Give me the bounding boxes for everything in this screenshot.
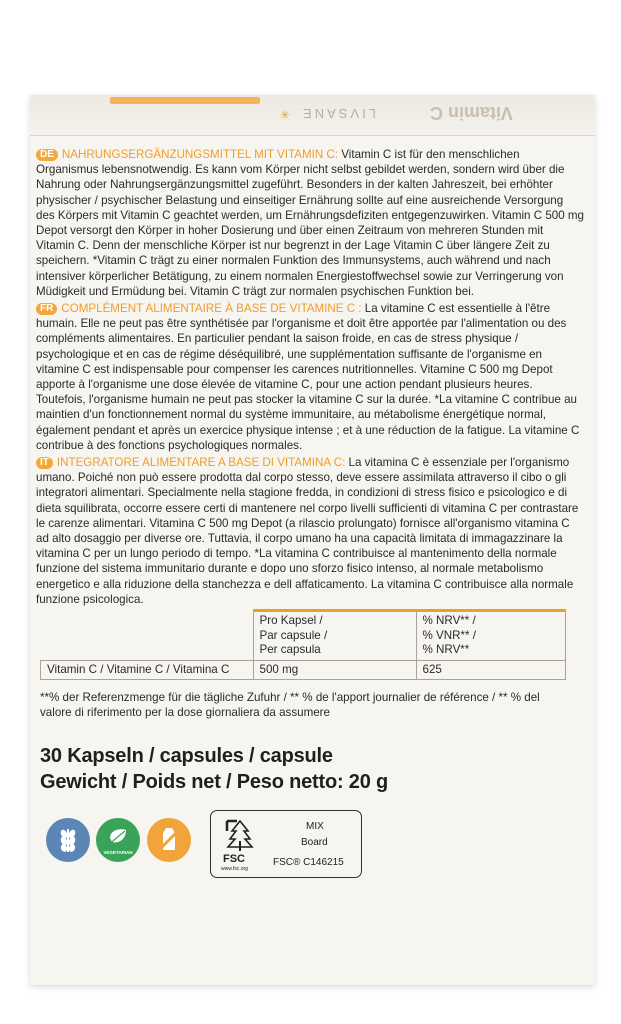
language-badge-fr: FR <box>36 303 57 315</box>
fsc-label <box>210 810 362 878</box>
fsc-logo-text: FSC <box>223 853 245 865</box>
german-paragraph <box>36 147 584 299</box>
german-heading: NAHRUNGSERGÄNZUNGSMITTEL MIT VITAMIN C: <box>61 148 339 161</box>
flap-brand: LIVSANE <box>300 106 376 121</box>
nutrient-amount: 500 mg <box>253 660 416 680</box>
header-line: Par capsule / <box>259 628 328 642</box>
flap-orange-stripe <box>110 97 260 104</box>
header-line: % VNR** / <box>422 628 476 642</box>
table-empty-cell <box>41 611 254 661</box>
language-badge-de: DE <box>36 149 58 161</box>
italian-text: La vitamina C è essenziale per l'organismo umano. Poiché non può essere prodotta dal corpo stesso, deve essere assimilata attraverso il cibo o gli integratori alimentari. Specialmente nella stagione fredda, in condizioni di stress fisico e psicologico e di dieta squilibrata, occorre essere certi di mantenere nel corpo livelli sufficienti di vitamina C per contrastare le carenze alimentari. Vitamina C 500 mg Depot (a rilascio prolungato) fornisce all'organismo vitamina C ad alto dosaggio per diverse ore. Tuttavia, il corpo umano ha una capacità limitata di immagazzinare la vitamina C per un lungo periodo di tempo. *La vitamina C contribuisce al mantenimento della normale funzione del sistema immunitario durante e dopo uno sforzo fisico intenso, al normale metabolismo energetico e alla riduzione della stanchezza e dell affaticamento. La vitamina C contribuisce alla normale funzione psicologica. <box>36 456 579 606</box>
flap-product: Vitamin C <box>430 103 513 123</box>
lactose-free-icon <box>147 818 191 862</box>
fsc-code: FSC® C146215 <box>273 857 344 868</box>
italian-heading: INTEGRATORE ALIMENTARE A BASE DI VITAMINA C: <box>56 456 346 470</box>
language-badge-it: IT <box>36 457 53 469</box>
french-paragraph <box>36 301 584 453</box>
french-text: La vitamine C est essentielle à l'être humain. Elle ne peut pas être synthétisée par l'organisme et doit être apportée par l'alimentation ou des compléments alimentaires. En particulier pendant la saison froide, en cas de stress physique / psychologique et en cas de régime déséquilibré, une supplémentation suffisante de l'organisme en vitamine C est indispensable pour compenser les carences nutritionnelles. Vitamine C 500 mg Depot apporte à l'organisme une dose élevée de vitamine C, pour une action pendant plusieurs heures. Toutefois, l'organisme humain ne peut pas stocker la vitamine C sur la durée. *La vitamine C contribue au maintien d'un fonctionnement normal du système immunitaire, au métabolisme énergétique normal, également pendant et après un exercice physique intense ; et à une réduction de la fatigue. La vitamine C contribue à des fonctions psychologiques normales. <box>36 302 580 452</box>
vegetarian-label: VEGETARIAN <box>103 850 133 855</box>
german-text: Vitamin C ist für den menschlichen Organismus lebensnotwendig. Es kann vom Körper nicht selbst gebildet werden, sondern wird über die Nahrung oder Nahrungsergänzungsmittel zugeführt. Besonders in der kalten Jahreszeit, bei erhöhter physischer / psychischer Belastung und einseitiger Ernährung sollte auf eine ausreichende Versorgung des Körpers mit Vitamin C geachtet werden, um Ernährungsdefiziten entgegenzuwirken. Vitamin C 500 mg Depot versorgt den Körper in hoher Dosierung und über einen Zeitraum von mehreren Stunden mit Vitamin C. Denn der menschliche Körper ist nur begrenzt in der Lage Vitamin C über längere Zeit zu speichern. *Vitamin C trägt zu einer normalen Funktion des Immunsystems, auch während und nach intensiver körperlicher Betätigung, zu einem normalen Energiestoffwechsel sowie zur Verringerung von Müdigkeit und Ermüdung bei. Vitamin C trägt zur normalen psychischen Funktion bei. <box>36 148 584 298</box>
fsc-tree-icon <box>221 815 259 853</box>
french-heading: COMPLÉMENT ALIMENTAIRE À BASE DE VITAMINE C : <box>61 302 362 316</box>
italian-paragraph <box>36 455 584 607</box>
table-header-row <box>41 611 566 661</box>
gluten-free-icon <box>46 818 90 862</box>
description-text <box>36 147 584 609</box>
header-line: Pro Kapsel / <box>259 614 323 627</box>
header-line: % NRV** <box>422 643 470 656</box>
net-weight: Gewicht / Poids net / Peso netto: 20 g <box>40 771 389 793</box>
table-row <box>41 660 566 680</box>
fsc-url: www.fsc.org <box>221 866 248 872</box>
nrv-header <box>416 611 566 661</box>
header-line: Per capsula <box>259 643 321 656</box>
flap-logo-icon: ✳ <box>280 108 291 122</box>
vegetarian-icon <box>96 818 140 862</box>
nutrition-table <box>40 609 566 680</box>
capsule-count: 30 Kapseln / capsules / capsule <box>40 745 333 767</box>
nutrient-name: Vitamin C / Vitamine C / Vitamina C <box>41 660 254 680</box>
fsc-mix: MIX <box>306 821 324 832</box>
footnote: **% der Referenzmenge für die tägliche Zufuhr / ** % de l'apport journalier de référence / ** % del valore di riferimento per la dose giornaliera da assumere <box>40 691 540 719</box>
fsc-board: Board <box>301 837 328 848</box>
nutrient-nrv: 625 <box>416 660 566 680</box>
per-capsule-header <box>253 611 416 661</box>
header-line: % NRV** / <box>422 614 476 627</box>
